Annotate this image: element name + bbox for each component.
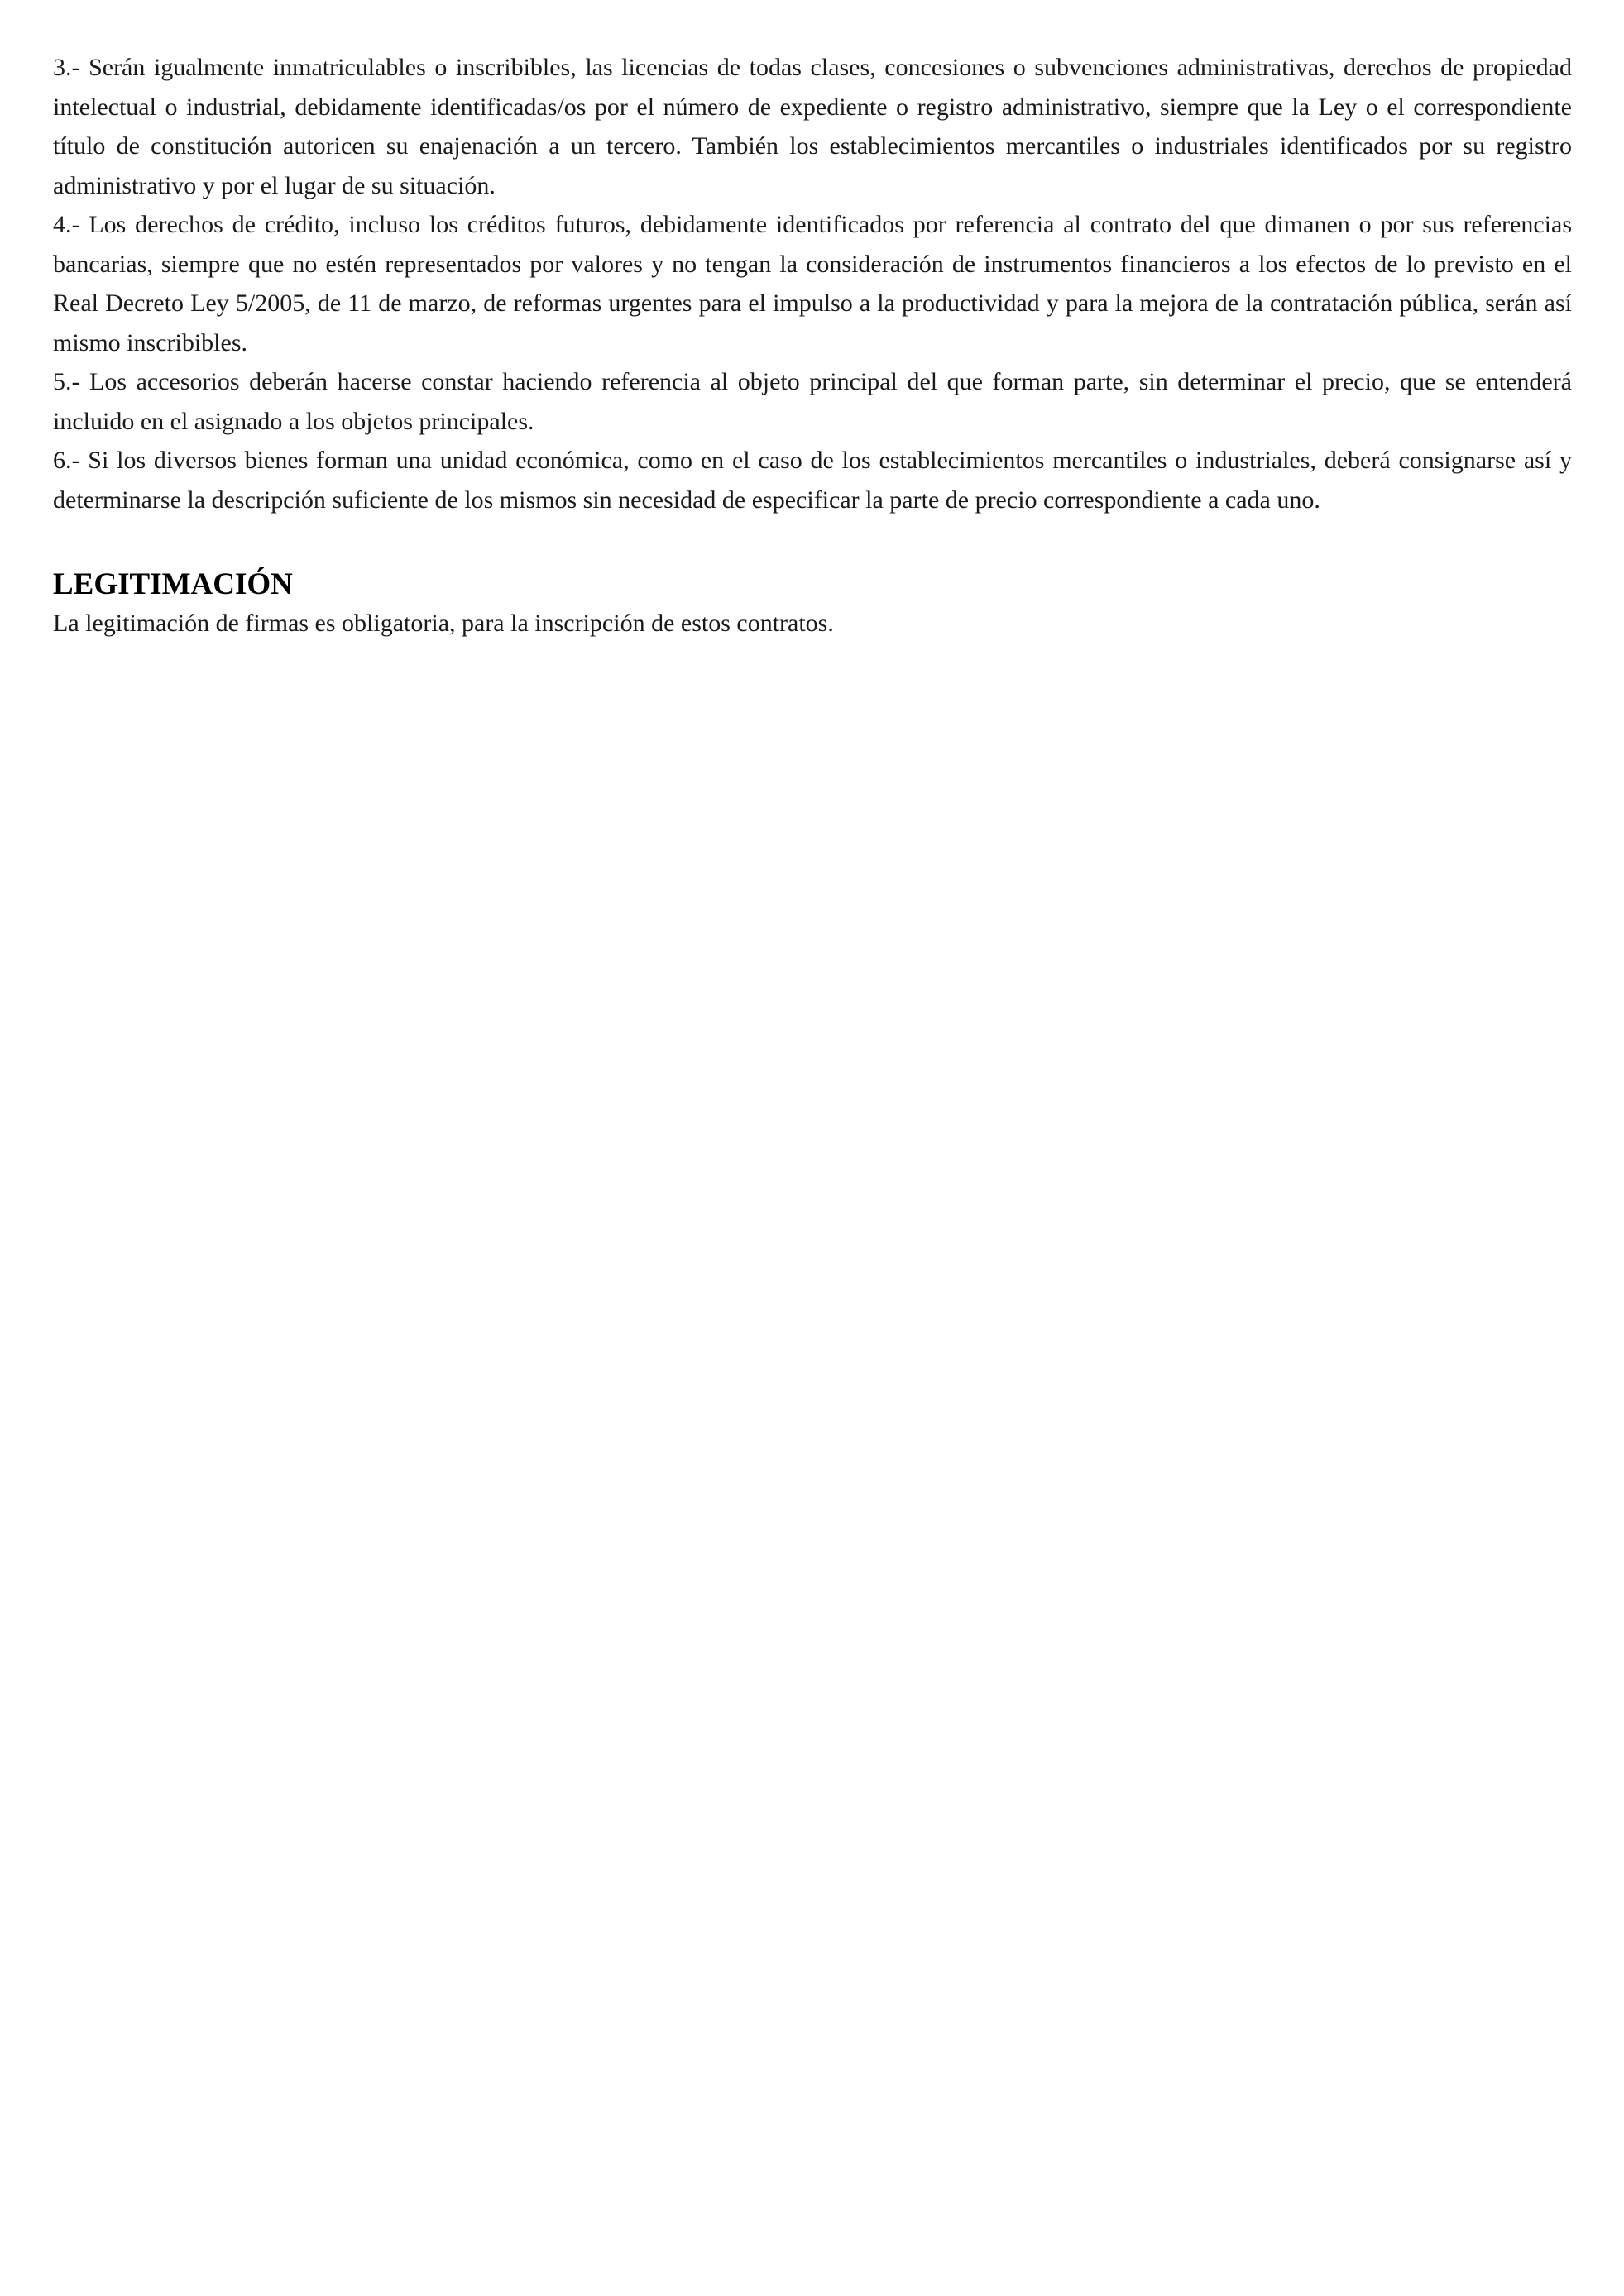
paragraph-item-5: 5.- Los accesorios deberán hacerse constar haciendo referencia al objeto principal del que forman parte, sin determinar el precio, que se entenderá incluido en el asignado a los objetos principales. [53, 368, 1572, 435]
paragraph-item-6: 6.- Si los diversos bienes forman una unidad económica, como en el caso de los establecimientos mercantiles o industriales, deberá consignarse así y determinarse la descripción suficiente de los mismos sin necesidad de especificar la parte de precio correspondiente a cada uno. [53, 447, 1572, 514]
document-body [53, 48, 1572, 643]
paragraph-item-3: 3.- Serán igualmente inmatriculables o inscribibles, las licencias de todas clases, concesiones o subvenciones administrativas, derechos de propiedad intelectual o industrial, debidamente identificadas/os por el número de expediente o registro administrativo, siempre que la Ley o el correspondiente título de constitución autoricen su enajenación a un tercero. También los establecimientos mercantiles o industriales identificados por su registro administrativo y por el lugar de su situación. [53, 54, 1572, 199]
section-heading: LEGITIMACIÓN [53, 567, 293, 601]
section-text: La legitimación de firmas es obligatoria, para la inscripción de estos contratos. [53, 610, 834, 637]
paragraph-item-4: 4.- Los derechos de crédito, incluso los créditos futuros, debidamente identificados por referencia al contrato del que dimanen o por sus referencias bancarias, siempre que no estén representados por valores y no tengan la consideración de instrumentos financieros a los efectos de lo previsto en el Real Decreto Ley 5/2005, de 11 de marzo, de reformas urgentes para el impulso a la productividad y para la mejora de la contratación pública, serán así mismo inscribibles. [53, 211, 1572, 356]
